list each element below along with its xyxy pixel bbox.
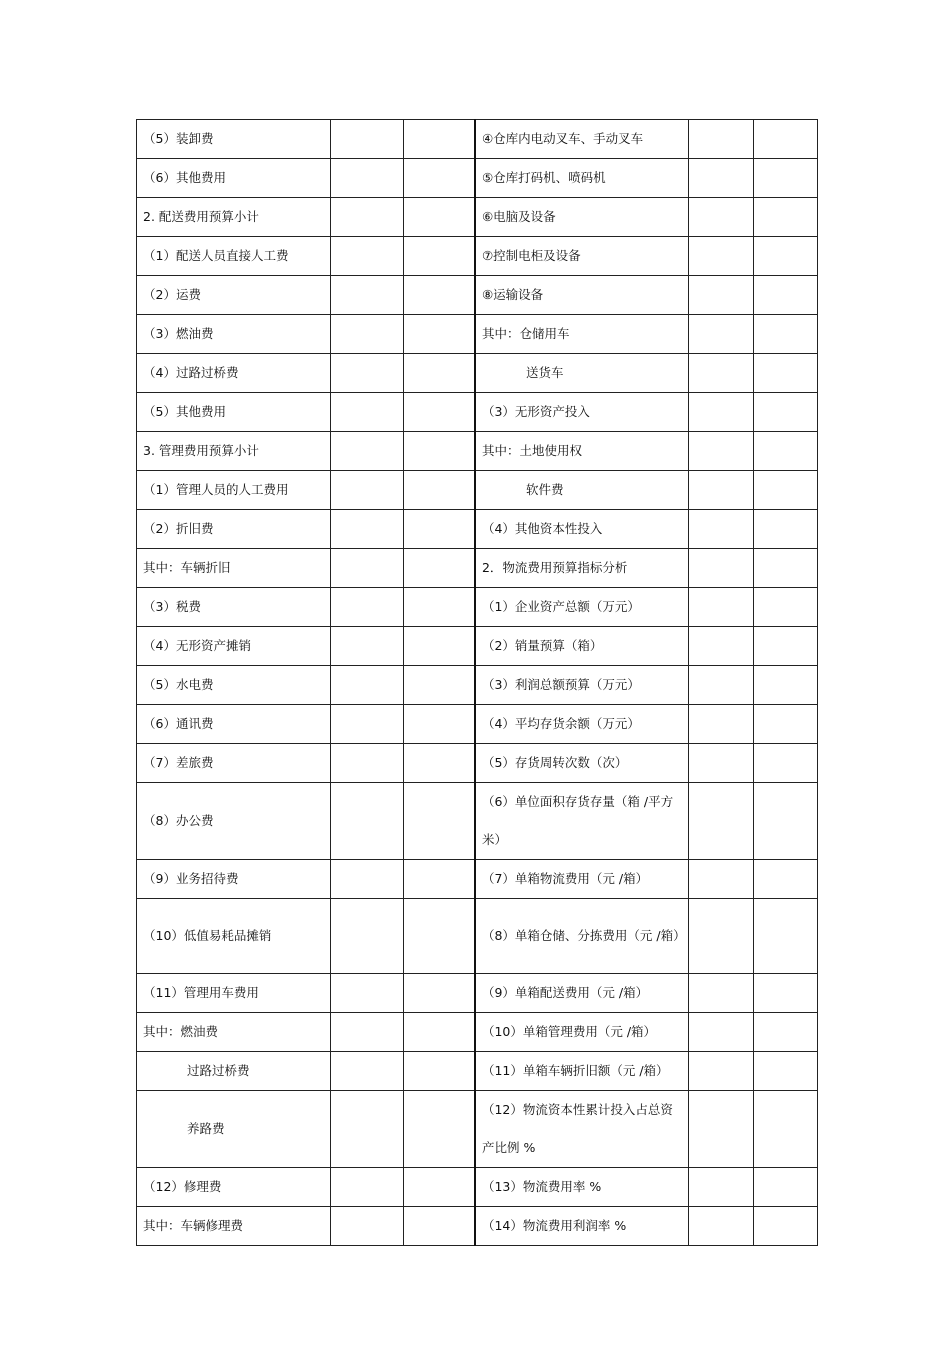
value-cell	[331, 393, 404, 432]
row-label-left: （5）装卸费	[137, 120, 331, 159]
value-cell	[404, 315, 475, 354]
table-row	[137, 354, 818, 393]
table-row	[137, 1052, 818, 1091]
value-cell	[404, 1013, 475, 1052]
value-cell	[331, 432, 404, 471]
row-label-left: （1）管理人员的人工费用	[137, 471, 331, 510]
value-cell	[404, 744, 475, 783]
value-cell	[688, 393, 753, 432]
table-row	[137, 1207, 818, 1246]
value-cell	[331, 899, 404, 974]
row-label-right: （11）单箱车辆折旧额（元 /箱）	[475, 1052, 688, 1091]
value-cell	[404, 237, 475, 276]
value-cell	[688, 744, 753, 783]
value-cell	[331, 276, 404, 315]
row-label-right: （4）平均存货余额（万元）	[475, 705, 688, 744]
table-row	[137, 237, 818, 276]
value-cell	[404, 1207, 475, 1246]
row-label-right: ⑧运输设备	[475, 276, 688, 315]
row-label-left: （11）管理用车费用	[137, 974, 331, 1013]
value-cell	[753, 354, 817, 393]
value-cell	[404, 471, 475, 510]
row-label-left: （4）过路过桥费	[137, 354, 331, 393]
value-cell	[331, 666, 404, 705]
table-row	[137, 744, 818, 783]
value-cell	[404, 120, 475, 159]
row-label-right: （6）单位面积存货存量（箱 /平方米）	[475, 783, 688, 860]
value-cell	[753, 549, 817, 588]
value-cell	[404, 549, 475, 588]
value-cell	[331, 354, 404, 393]
table-row	[137, 393, 818, 432]
table-row	[137, 159, 818, 198]
row-label-right: （14）物流费用利润率 %	[475, 1207, 688, 1246]
table-row	[137, 432, 818, 471]
value-cell	[753, 1091, 817, 1168]
value-cell	[753, 1207, 817, 1246]
table-row	[137, 860, 818, 899]
value-cell	[688, 471, 753, 510]
value-cell	[404, 899, 475, 974]
value-cell	[688, 627, 753, 666]
row-label-left: 其中：燃油费	[137, 1013, 331, 1052]
value-cell	[753, 783, 817, 860]
value-cell	[331, 198, 404, 237]
row-label-right: （3）利润总额预算（万元）	[475, 666, 688, 705]
row-label-right: （2）销量预算（箱）	[475, 627, 688, 666]
value-cell	[688, 315, 753, 354]
table-row	[137, 974, 818, 1013]
row-label-right: （5）存货周转次数（次）	[475, 744, 688, 783]
value-cell	[404, 354, 475, 393]
table-row	[137, 510, 818, 549]
value-cell	[331, 783, 404, 860]
value-cell	[404, 432, 475, 471]
value-cell	[404, 510, 475, 549]
table-row	[137, 198, 818, 237]
row-label-left: 养路费	[137, 1091, 331, 1168]
value-cell	[688, 510, 753, 549]
value-cell	[688, 1052, 753, 1091]
value-cell	[331, 120, 404, 159]
value-cell	[331, 744, 404, 783]
value-cell	[404, 627, 475, 666]
value-cell	[331, 627, 404, 666]
table-row	[137, 1168, 818, 1207]
table-row	[137, 120, 818, 159]
value-cell	[331, 974, 404, 1013]
value-cell	[404, 1091, 475, 1168]
table-row	[137, 588, 818, 627]
value-cell	[331, 510, 404, 549]
value-cell	[331, 705, 404, 744]
row-label-left: （2）运费	[137, 276, 331, 315]
row-label-left: 其中：车辆折旧	[137, 549, 331, 588]
table-row	[137, 666, 818, 705]
value-cell	[404, 783, 475, 860]
value-cell	[688, 666, 753, 705]
budget-table	[136, 119, 818, 1246]
row-label-right: （4）其他资本性投入	[475, 510, 688, 549]
value-cell	[404, 198, 475, 237]
value-cell	[753, 432, 817, 471]
value-cell	[404, 276, 475, 315]
value-cell	[331, 549, 404, 588]
table-row	[137, 705, 818, 744]
value-cell	[688, 354, 753, 393]
row-label-right: （8）单箱仓储、分拣费用（元 /箱）	[475, 899, 688, 974]
value-cell	[753, 198, 817, 237]
row-label-left: （4）无形资产摊销	[137, 627, 331, 666]
row-label-right: ⑤仓库打码机、喷码机	[475, 159, 688, 198]
row-label-left: （6）其他费用	[137, 159, 331, 198]
value-cell	[331, 159, 404, 198]
value-cell	[688, 549, 753, 588]
value-cell	[688, 432, 753, 471]
table-row	[137, 315, 818, 354]
value-cell	[753, 588, 817, 627]
value-cell	[688, 1207, 753, 1246]
row-label-right: （12）物流资本性累计投入占总资产比例 %	[475, 1091, 688, 1168]
value-cell	[404, 588, 475, 627]
value-cell	[331, 860, 404, 899]
value-cell	[331, 588, 404, 627]
row-label-left: （3）燃油费	[137, 315, 331, 354]
row-label-left: （9）业务招待费	[137, 860, 331, 899]
row-label-left: 2. 配送费用预算小计	[137, 198, 331, 237]
table-row	[137, 899, 818, 974]
row-label-right: 软件费	[475, 471, 688, 510]
value-cell	[404, 159, 475, 198]
value-cell	[404, 705, 475, 744]
row-label-left: （6）通讯费	[137, 705, 331, 744]
value-cell	[688, 159, 753, 198]
row-label-right: （1）企业资产总额（万元）	[475, 588, 688, 627]
value-cell	[404, 860, 475, 899]
value-cell	[688, 120, 753, 159]
row-label-right: 送货车	[475, 354, 688, 393]
row-label-right: ⑥电脑及设备	[475, 198, 688, 237]
value-cell	[331, 1207, 404, 1246]
row-label-left: （5）其他费用	[137, 393, 331, 432]
row-label-right: （9）单箱配送费用（元 /箱）	[475, 974, 688, 1013]
row-label-left: （2）折旧费	[137, 510, 331, 549]
value-cell	[753, 666, 817, 705]
row-label-left: （12）修理费	[137, 1168, 331, 1207]
value-cell	[688, 1091, 753, 1168]
table-row	[137, 549, 818, 588]
row-label-right: （7）单箱物流费用（元 /箱）	[475, 860, 688, 899]
value-cell	[753, 120, 817, 159]
value-cell	[331, 315, 404, 354]
value-cell	[753, 860, 817, 899]
table-row	[137, 276, 818, 315]
table-row	[137, 783, 818, 860]
value-cell	[331, 1052, 404, 1091]
table-row	[137, 471, 818, 510]
value-cell	[404, 393, 475, 432]
value-cell	[331, 1168, 404, 1207]
row-label-right: 其中：仓储用车	[475, 315, 688, 354]
value-cell	[331, 1091, 404, 1168]
row-label-right: 2．物流费用预算指标分析	[475, 549, 688, 588]
value-cell	[331, 1013, 404, 1052]
value-cell	[688, 860, 753, 899]
row-label-left: 3. 管理费用预算小计	[137, 432, 331, 471]
value-cell	[404, 666, 475, 705]
value-cell	[753, 510, 817, 549]
table-row	[137, 1013, 818, 1052]
row-label-left: （1）配送人员直接人工费	[137, 237, 331, 276]
value-cell	[753, 1013, 817, 1052]
row-label-right: 其中：土地使用权	[475, 432, 688, 471]
value-cell	[753, 1052, 817, 1091]
value-cell	[753, 899, 817, 974]
value-cell	[688, 198, 753, 237]
row-label-right: ⑦控制电柜及设备	[475, 237, 688, 276]
value-cell	[753, 393, 817, 432]
value-cell	[404, 1052, 475, 1091]
value-cell	[688, 1168, 753, 1207]
table-row	[137, 627, 818, 666]
row-label-right: （10）单箱管理费用（元 /箱）	[475, 1013, 688, 1052]
value-cell	[688, 899, 753, 974]
value-cell	[331, 237, 404, 276]
value-cell	[688, 705, 753, 744]
value-cell	[753, 627, 817, 666]
row-label-right: （3）无形资产投入	[475, 393, 688, 432]
value-cell	[753, 315, 817, 354]
row-label-left: （5）水电费	[137, 666, 331, 705]
row-label-left: 其中：车辆修理费	[137, 1207, 331, 1246]
value-cell	[688, 276, 753, 315]
row-label-right: ④仓库内电动叉车、手动叉车	[475, 120, 688, 159]
value-cell	[404, 1168, 475, 1207]
row-label-left: （10）低值易耗品摊销	[137, 899, 331, 974]
value-cell	[753, 471, 817, 510]
value-cell	[753, 1168, 817, 1207]
value-cell	[753, 974, 817, 1013]
row-label-left: （7）差旅费	[137, 744, 331, 783]
value-cell	[688, 237, 753, 276]
row-label-left: （8）办公费	[137, 783, 331, 860]
value-cell	[753, 237, 817, 276]
value-cell	[688, 1013, 753, 1052]
table-row	[137, 1091, 818, 1168]
value-cell	[753, 276, 817, 315]
row-label-right: （13）物流费用率 %	[475, 1168, 688, 1207]
value-cell	[688, 588, 753, 627]
value-cell	[688, 783, 753, 860]
row-label-left: （3）税费	[137, 588, 331, 627]
value-cell	[404, 974, 475, 1013]
value-cell	[753, 744, 817, 783]
value-cell	[688, 974, 753, 1013]
value-cell	[331, 471, 404, 510]
row-label-left: 过路过桥费	[137, 1052, 331, 1091]
value-cell	[753, 159, 817, 198]
value-cell	[753, 705, 817, 744]
